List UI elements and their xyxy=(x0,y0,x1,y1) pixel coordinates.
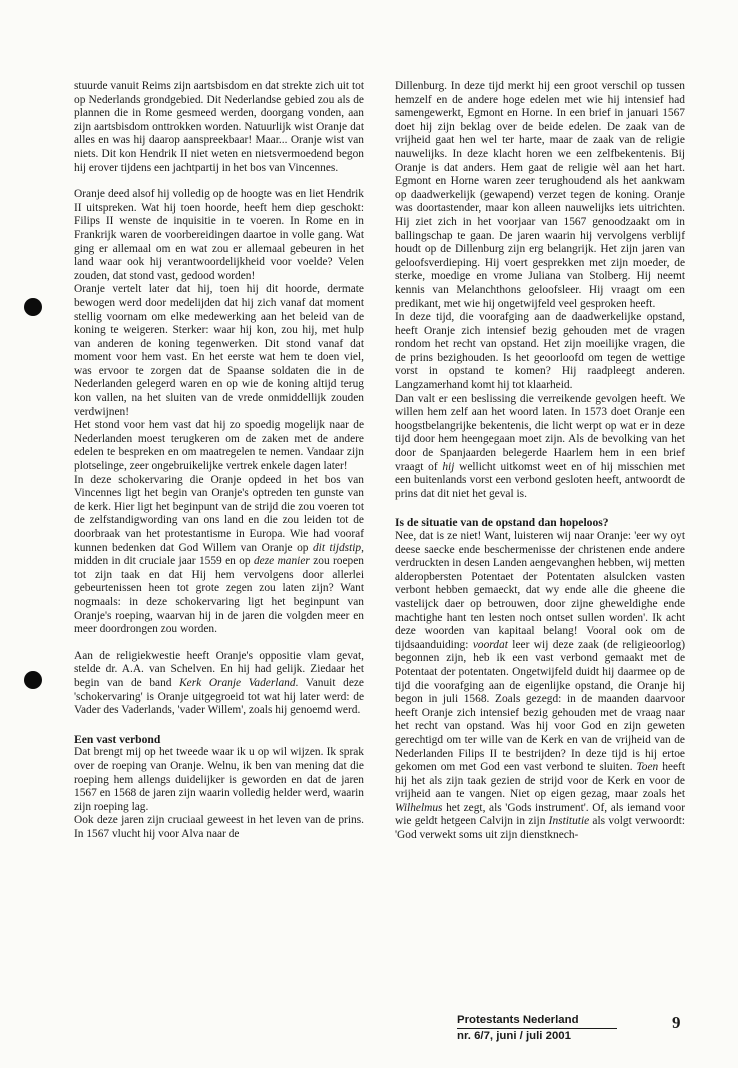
paragraph: Dat brengt mij op het tweede waar ik u op wil wijzen. Ik sprak over de roeping van Oranje. Welnu, ik ben van mening dat die roeping hem allengs duidelijker is geworden en dat de jaren 1567 en 1568 de jaren zijn waarin volledig helder werd, waarin zijn roeping lag. xyxy=(74,746,364,813)
left-column xyxy=(74,80,364,841)
publication-title: Protestants Nederland xyxy=(457,1013,617,1029)
binder-hole-icon xyxy=(24,298,42,316)
paragraph: Dan valt er een beslissing die verreikende gevolgen heeft. We willen hem zelf aan het woord laten. In 1573 doet Oranje een hoogstbelangrijke bekentenis, die licht werpt op wat er in deze tijd door hem heengegaan moet zijn. Als de bevolking van het door de Spanjaarden belegerde Haarlem hem in een brief vraagt of hij wellicht uitkomst weet en of hij misschien met een buitenlands vorst een verbond gesloten heeft, antwoordt de prins dat dit niet het geval is. xyxy=(395,392,685,500)
paragraph: Ook deze jaren zijn cruciaal geweest in het leven van de prins. In 1567 vlucht hij voor Alva naar de xyxy=(74,814,364,840)
paragraph: Dillenburg. In deze tijd merkt hij een groot verschil op tussen hemzelf en de andere hoge edelen met wie hij intensief had samengewerkt, Egmont en Horne. In een brief in januari 1567 doet hij zijn beklag over de beide edelen. De zaak van de vrijheid gaat hen wel ter harte, maar de zaak van de religie nauwelijks. In deze klacht horen we een zelfbekentenis. Bij Oranje is dat anders. Hem gaat de religie wèl aan het hart. Egmont en Horne waren zeer terughoudend als het aankwam op daadwerkelijk (gewapend) verzet tegen de koning. Oranje was doortastender, maar kon alleen nauwelijks iets uitrichten. Hij ziet zich in het voorjaar van 1567 genoodzaakt om in ballingschap te gaan. De jaren waarin hij vervolgens verblijf houdt op de Dillenburg zijn erg belangrijk. Het zijn jaren van geloofsverdieping. Hij voert gesprekken met zijn moeder, de sterke, moedige en vrome Juliana van Stolberg. Hij neemt kennis van Melanchthons geloofsleer. Hij vraagt om een predikant, met wie hij ongetwijfeld veel gesproken heeft. xyxy=(395,80,685,310)
issue-info: nr. 6/7, juni / juli 2001 xyxy=(457,1030,571,1042)
paragraph: Oranje vertelt later dat hij, toen hij dit hoorde, dermate bewogen werd door medelijden dat hij zich vanaf dat moment stellig voornam om elke medewerking aan het beleid van de koning te weigeren. Sterker: waar hij kon, zou hij, met hulp van anderen de koning tegenwerken. Dit stond vanaf dat moment voor hem vast. En het eerste wat hem te doen viel, was ervoor te zorgen dat de Spaanse soldaten die in de Nederlanden gelegerd waren en op wie de koning altijd terug kon vallen, na het sluiten van de vrede onmiddellijk zouden verdwijnen! xyxy=(74,283,364,418)
section-heading: Is de situatie van de opstand dan hopeloos? xyxy=(395,516,609,530)
paragraph: Nee, dat is ze niet! Want, luisteren wij naar Oranje: 'eer wy oyt deese saecke ende beschermenisse der christenen ende andere verdruckten in desen Landen aengevanghen hebben, wij metten alderopbersten Potentaet der Potentaten alsulcken vasten verbont hebben gemaeckt, dat wy ende alle die gheene die vastelijck daer op betrouwen, door zijne gheweldighe ende machtighe hant ten lesten noch ontset sullen worden'. Ik acht deze woorden van kapitaal belang! Vooral ook om de tijdsaanduiding: voordat leer wij deze zaak (de religieoorlog) begonnen zijn, heb ik een vast verbond gemaakt met de Potentaat der potentaten. Ongetwijfeld duidt hij daarmee op de tijd die voorafging aan de eigenlijke opstand, die Oranje hij begon in juli 1568. Zoals gezegd: in de maanden daarvoor heeft Oranje zich intensief bezig gehouden met de vraag naar het recht van opstand. Was hij voor God en zijn geweten gerechtigd om ter wille van de Kerk en van de vrijheid van de Nederlanden Filips II te bestrijden? In deze tijd is hij ertoe gekomen om met God een vast verbond te sluiten. Toen heeft hij het als zijn taak gezien de strijd voor de Kerk en voor de vrijheid aan te vangen. Niet op eigen gezag, maar zoals het Wilhelmus het zegt, als 'Gods instrument'. Of, als iemand voor wie geldt hetgeen Calvijn in zijn Institutie als volgt verwoordt: 'God verwekt soms uit zijn dienstknech- xyxy=(395,530,686,842)
binder-hole-icon xyxy=(24,671,42,689)
paragraph: stuurde vanuit Reims zijn aartsbisdom en dat strekte zich uit tot op Nederlands grondgebied. Dit Nederlandse gebied zou als de plannen die in Rome gesmeed werden, doorgang vonden, aan zijn aartsbisdom onttrokken worden. Natuurlijk wist Oranje dat alles en was hij daarop aanspreekbaar! Maar... Oranje wist van niets. Dit kon Hendrik II niet weten en nietsvermoedend begon hij erover tijdens een jachtpartij in het bos van Vincennes. xyxy=(74,80,364,174)
paragraph: Het stond voor hem vast dat hij zo spoedig mogelijk naar de Nederlanden moest terugkeren om de zaken met de andere edelen te bespreken en om maatregelen te nemen. Vandaar zijn plotselinge, zeer ongebruikelijke vertrek enkele dagen later! xyxy=(74,419,364,473)
paragraph: In deze schokervaring die Oranje opdeed in het bos van Vincennes ligt het begin van Oranje's optreden ten gunste van de kerk. Hier ligt het beginpunt van de strijd die zou voeren tot de zelfstandigwording van ons land en die zou leiden tot de doorbraak van het protestantisme in Europa. Wie had vooraf kunnen bedenken dat God Willem van Oranje op dit tijdstip, midden in dit cruciale jaar 1559 en op deze manier zou roepen tot zijn taak en dat Hij hem vervolgens door allerlei gebeurtenissen heen tot grote zegen zou laten zijn? Want nogmaals: in deze schokervaring ligt het beginpunt van Oranje's roeping, waarvan hij in de jaren die volgden meer en meer doordrongen zou worden. xyxy=(74,473,364,636)
right-column xyxy=(395,80,685,843)
page-number: 9 xyxy=(672,1013,681,1032)
paragraph: Oranje deed alsof hij volledig op de hoogte was en liet Hendrik II uitspreken. Wat hij toen hoorde, heeft hem diep geschokt: Filips II wenste de inquisitie in te voeren. In Rome en in Frankrijk waren de voorbereidingen daartoe in volle gang. Wat ging er allemaal om en wat zou er allemaal gebeuren in het land waar ook hij verantwoordelijkheid voor voelde? Velen zouden, dat stond vast, gedood worden! xyxy=(74,188,364,282)
paragraph: Aan de religiekwestie heeft Oranje's oppositie vlam gevat, stelde dr. A.A. van Schelven. En hij had gelijk. Ziedaar het begin van de band Kerk Oranje Vaderland. Vanuit deze 'schokervaring' is Oranje uitgegroeid tot wat hij later werd: de Vader des Vaderlands, 'vader Willem', zoals hij genoemd werd. xyxy=(74,649,364,717)
page-footer xyxy=(457,1013,617,1043)
section-heading: Een vast verbond xyxy=(74,732,161,746)
paragraph: In deze tijd, die voorafging aan de daadwerkelijke opstand, heeft Oranje zich intensief bezig gehouden met de vragen rondom het recht van opstand. Het zijn moeilijke vragen, die de prins bezighouden. Is het geoorloofd om tegen de wettige vorst in opstand te komen? Hij raadpleegt anderen. Langzamerhand komt hij tot klaarheid. xyxy=(395,311,685,392)
